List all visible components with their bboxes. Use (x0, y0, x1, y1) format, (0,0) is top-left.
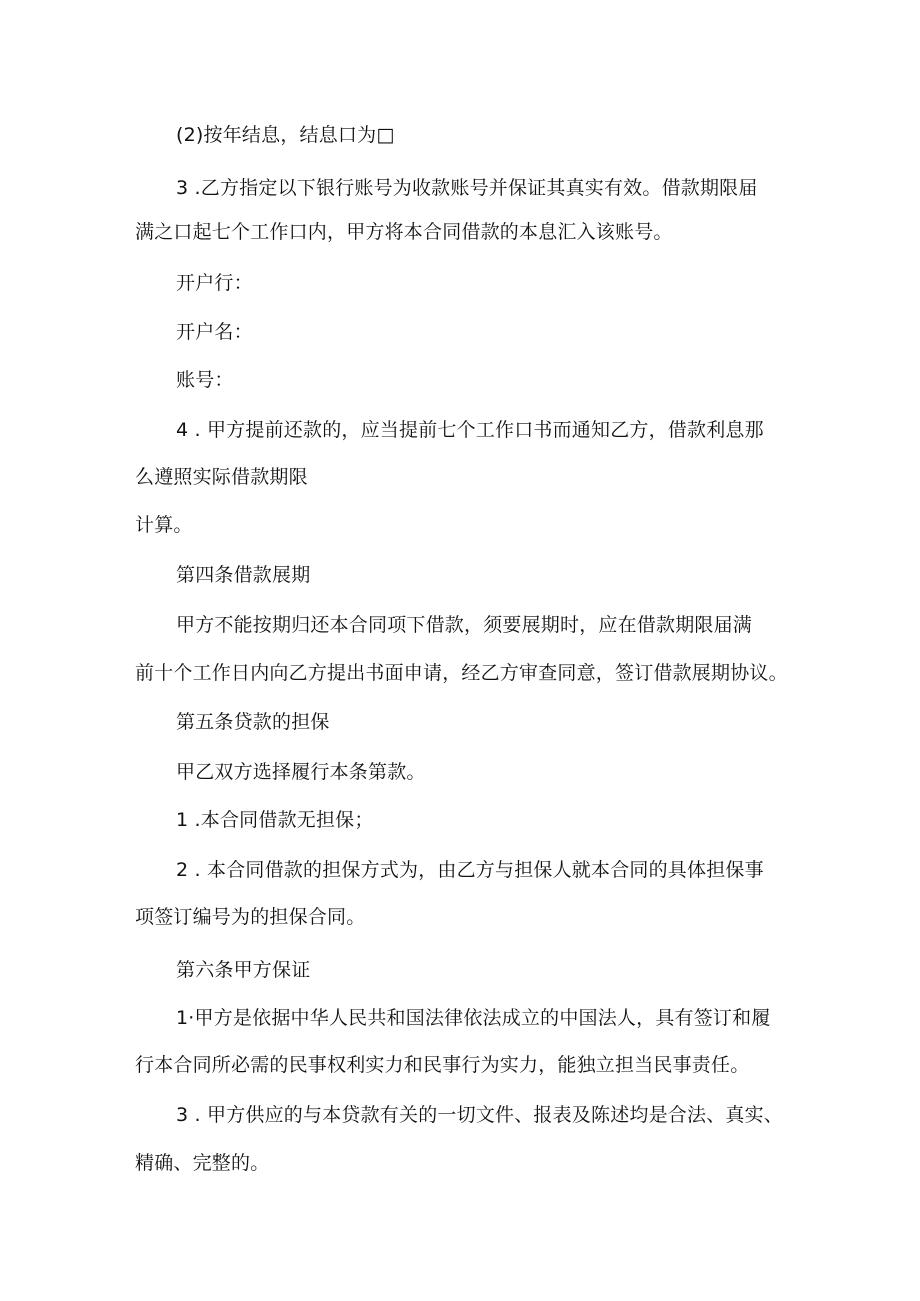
section-heading: 第六条甲方保证 (176, 959, 311, 981)
paragraph-line: 1 .本合同借款无担保； (176, 809, 374, 831)
paragraph-line: (2)按年结息，结息口为□ (176, 124, 395, 146)
paragraph-line: 精确、完整的。 (135, 1152, 270, 1174)
paragraph-line: 项签订编号为的担保合同。 (135, 906, 366, 928)
paragraph-line: 甲乙双方选择履行本条第款。 (176, 761, 426, 783)
paragraph-line: 计算。 (135, 514, 193, 536)
paragraph-line: 3 .乙方指定以下银行账号为收款账号并保证其真实有效。借款期限届 (176, 177, 758, 199)
paragraph-line: 3 . 甲方供应的与本贷款有关的一切文件、报表及陈述均是合法、真实、 (176, 1104, 784, 1126)
section-heading: 第四条借款展期 (176, 564, 311, 586)
paragraph-line: 账号： (176, 369, 234, 391)
paragraph-line: 开户行： (176, 272, 253, 294)
paragraph-line: 开户名： (176, 321, 253, 343)
paragraph-line: 甲方不能按期归还本合同项下借款，须要展期时，应在借款期限届满 (176, 614, 753, 636)
paragraph-line: 2 . 本合同借款的担保方式为，由乙方与担保人就本合同的具体担保事 (176, 859, 764, 881)
paragraph-line: 前十个工作日内向乙方提出书面申请，经乙方审查同意，签订借款展期协议。 (135, 662, 788, 684)
section-heading: 第五条贷款的担保 (176, 711, 330, 733)
paragraph-line: 4 . 甲方提前还款的，应当提前七个工作口书而通知乙方，借款利息那 (176, 419, 764, 441)
paragraph-line: 么遵照实际借款期限 (135, 466, 308, 488)
paragraph-line: 1·甲方是依据中华人民共和国法律依法成立的中国法人，具有签订和履 (176, 1007, 771, 1029)
paragraph-line: 行本合同所必需的民事权利实力和民事行为实力，能独立担当民事责任。 (135, 1054, 750, 1076)
paragraph-line: 满之口起七个工作口内，甲方将本合同借款的本息汇入该账号。 (135, 221, 673, 243)
